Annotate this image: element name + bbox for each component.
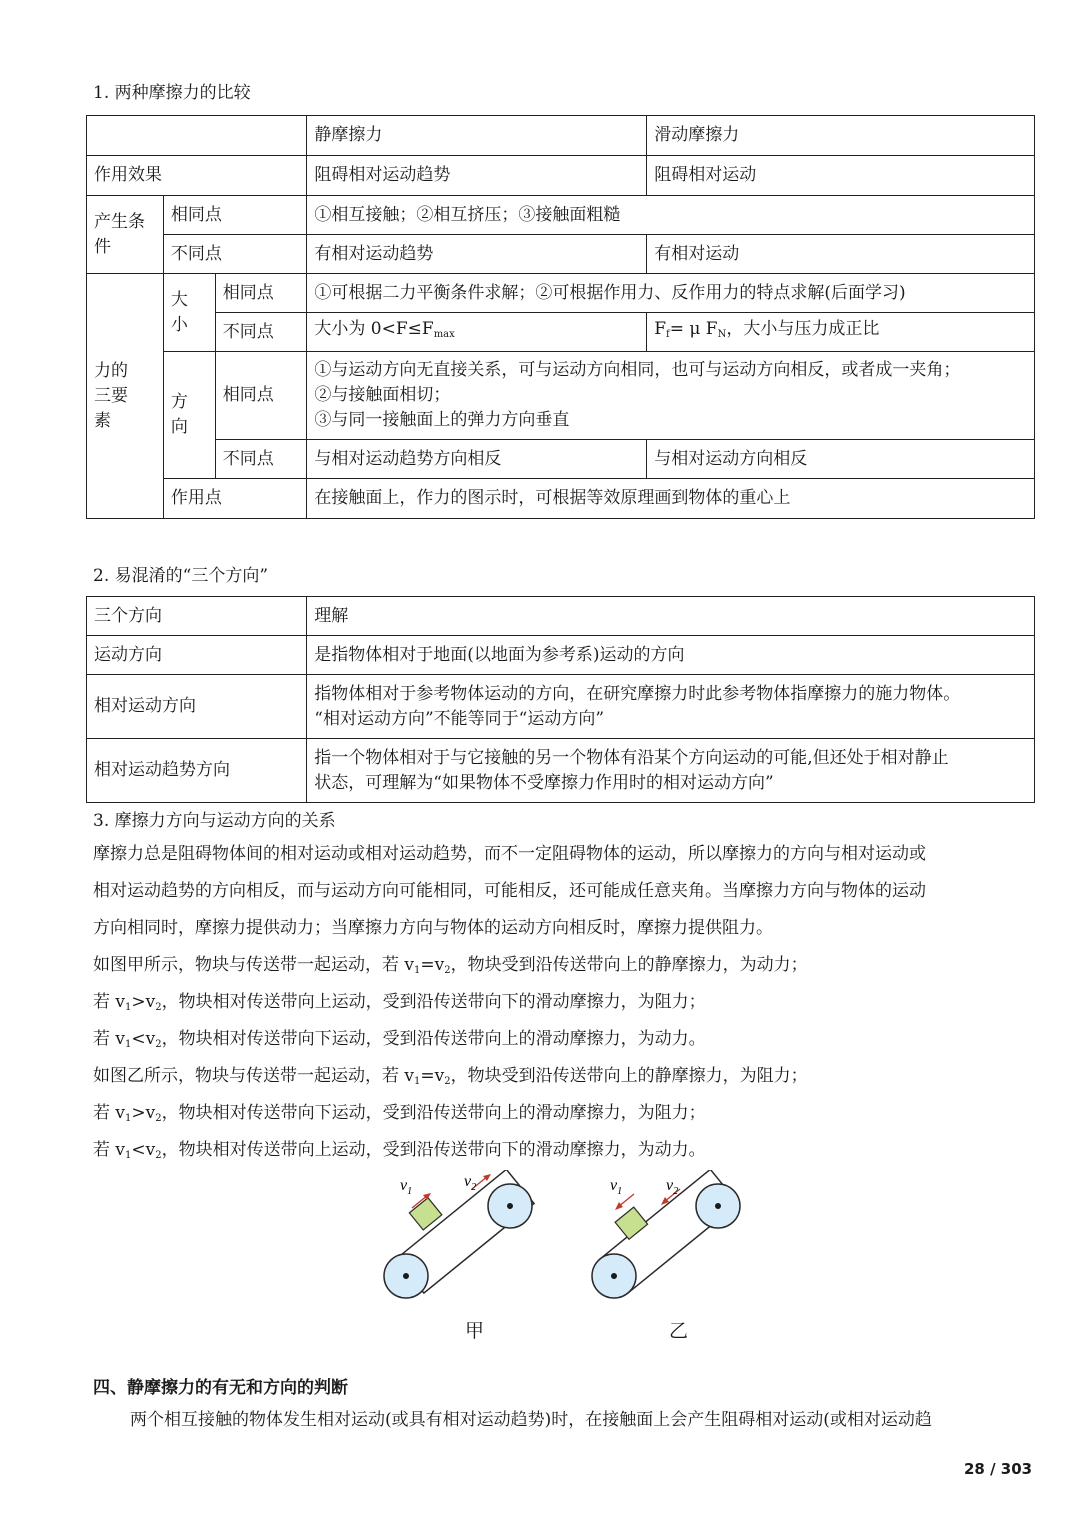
row-text (307, 739, 1035, 803)
size-diff-sliding (647, 313, 1035, 352)
friction-comparison-table (86, 115, 1035, 519)
row-name: 相对运动方向 (87, 675, 307, 739)
dir-same-label: 相同点 (215, 352, 307, 440)
subscript: 2 (155, 1002, 162, 1013)
row-text-line1: 指一个物体相对于与它接触的另一个物体有沿某个方向运动的可能,但还处于相对静止 (314, 747, 949, 768)
subscript: 1 (414, 1076, 421, 1087)
row-text-line1: 指物体相对于参考物体运动的方向，在研究摩擦力时此参考物体指摩擦力的施力物体。 (314, 683, 961, 704)
text: ，物块相对传送带向上运动，受到沿传送带向下的滑动摩擦力，为动力。 (161, 1140, 706, 1160)
size-diff-static (307, 313, 647, 352)
text: ，物块相对传送带向上运动，受到沿传送带向下的滑动摩擦力，为阻力； (161, 992, 706, 1012)
row-text: 是指物体相对于地面(以地面为参考系)运动的方向 (307, 636, 1035, 675)
para-line: 摩擦力总是阻碍物体间的相对运动或相对运动趋势，而不一定阻碍物体的运动，所以摩擦力的方向与相对运动或 (93, 844, 926, 864)
effect-static: 阻碍相对运动趋势 (307, 156, 647, 196)
three-directions-table (86, 596, 1035, 803)
dir-same-value (307, 352, 1035, 440)
v1-label: $v_1$ (400, 1177, 413, 1197)
dir-diff-static: 与相对运动趋势方向相反 (307, 440, 647, 479)
table-row (87, 440, 1035, 479)
subscript: 2 (155, 1150, 162, 1161)
table-row (87, 739, 1035, 803)
conveyor-figure-a (370, 1170, 550, 1320)
row-label-effect: 作用效果 (87, 156, 307, 196)
para-line: 相对运动趋势的方向相反，而与运动方向可能相同，可能相反，还可能成任意夹角。当摩擦力方向与物体的运动 (93, 881, 926, 901)
case-a1 (93, 947, 808, 989)
arrow-head (423, 1193, 431, 1200)
text: ，物块相对传送带向下运动，受到沿传送带向上的滑动摩擦力，为阻力； (161, 1103, 706, 1123)
table-row (87, 116, 1035, 156)
table-row (87, 479, 1035, 519)
ff-symbol: F (654, 319, 666, 339)
row-label-three-elements (87, 274, 164, 519)
subscript: 2 (444, 1076, 451, 1087)
text: 若 v (93, 1140, 126, 1160)
table-row (87, 352, 1035, 440)
axle-dot (611, 1273, 617, 1279)
table-corner-cell (87, 116, 307, 156)
dir-same-line1: ①与运动方向无直接关系，可与运动方向相同，也可与运动方向相反，或者成一夹角； (314, 360, 961, 380)
text: ，物块相对传送带向下运动，受到沿传送带向上的滑动摩擦力，为动力。 (161, 1029, 706, 1049)
mu-fn-text: = μ F (669, 319, 718, 339)
case-b1 (93, 1058, 808, 1100)
size-label (163, 274, 215, 352)
col-sliding-friction: 滑动摩擦力 (647, 116, 1035, 156)
dir-diff-sliding: 与相对运动方向相反 (647, 440, 1035, 479)
section3-heading: 3. 摩擦力方向与运动方向的关系 (93, 811, 336, 831)
figure-b-label: 乙 (669, 1320, 689, 1342)
case-a3 (93, 1021, 706, 1063)
page-number: 28 / 303 (964, 1460, 1033, 1478)
subscript: 1 (125, 1113, 132, 1124)
cond-same-label: 相同点 (163, 196, 306, 235)
dir-diff-label: 不同点 (215, 440, 307, 479)
size-same-label: 相同点 (215, 274, 307, 313)
section4-heading: 四、静摩擦力的有无和方向的判断 (93, 1378, 348, 1398)
section4-para: 两个相互接触的物体发生相对运动(或具有相对运动趋势)时，在接触面上会产生阻碍相对运动(或相对运动趋 (130, 1410, 932, 1430)
text: >v (131, 992, 156, 1012)
text: ，物块受到沿传送带向上的静摩擦力，为阻力； (450, 1066, 808, 1086)
text: =v (420, 1066, 445, 1086)
subscript: 1 (125, 1150, 132, 1161)
direction-label-text: 方向 (170, 392, 188, 437)
text: <v (131, 1029, 156, 1049)
case-a2 (93, 984, 706, 1026)
text: ，物块受到沿传送带向上的静摩擦力，为动力； (450, 955, 808, 975)
row-text-line2: “相对运动方向”不能等同于“运动方向” (314, 708, 605, 729)
max-subscript: max (433, 329, 455, 340)
direction-label (163, 352, 215, 479)
col-static-friction: 静摩擦力 (307, 116, 647, 156)
axle-dot (715, 1203, 721, 1209)
para-line: 方向相同时，摩擦力提供动力；当摩擦力方向与物体的运动方向相反时，摩擦力提供阻力。 (93, 918, 773, 938)
table-row (87, 636, 1035, 675)
cond-diff-label: 不同点 (163, 235, 306, 274)
axle-dot (507, 1203, 513, 1209)
case-b3 (93, 1132, 706, 1174)
table-row (87, 196, 1035, 235)
three-elements-text: 力的三要素 (94, 360, 128, 431)
effect-sliding: 阻碍相对运动 (647, 156, 1035, 196)
subscript: 1 (125, 1039, 132, 1050)
col-understanding: 理解 (307, 597, 1035, 636)
row-label-condition (87, 196, 164, 274)
subscript: 1 (125, 1002, 132, 1013)
size-sliding-tail: ，大小与压力成正比 (726, 319, 880, 339)
cond-diff-sliding: 有相对运动 (647, 235, 1035, 274)
section1-heading: 1. 两种摩擦力的比较 (93, 83, 251, 103)
section2-heading: 2. 易混淆的“三个方向” (93, 566, 269, 586)
v2-label: $v_2$ (464, 1173, 477, 1193)
row-text-line2: 状态，可理解为“如果物体不受摩擦力作用时的相对运动方向” (314, 772, 774, 793)
dir-same-line2: ②与接触面相切； (314, 385, 451, 405)
row-text (307, 675, 1035, 739)
size-static-text: 大小为 0<F≤F (314, 319, 434, 339)
col-three-directions: 三个方向 (87, 597, 307, 636)
size-label-text: 大小 (170, 289, 188, 335)
cond-same-value: ①相互接触；②相互挤压；③接触面粗糙 (307, 196, 1035, 235)
table-row (87, 597, 1035, 636)
text: <v (131, 1140, 156, 1160)
text: 若 v (93, 1103, 126, 1123)
size-diff-label: 不同点 (215, 313, 307, 352)
text: >v (131, 1103, 156, 1123)
text: 若 v (93, 992, 126, 1012)
text: 如图甲所示，物块与传送带一起运动，若 v (93, 955, 415, 975)
row-name: 相对运动趋势方向 (87, 739, 307, 803)
subscript: 2 (444, 965, 451, 976)
figure-a-label: 甲 (465, 1320, 485, 1342)
arrow-head (483, 1174, 491, 1181)
table-row (87, 274, 1035, 313)
table-row (87, 235, 1035, 274)
row-name: 运动方向 (87, 636, 307, 675)
text: 若 v (93, 1029, 126, 1049)
size-same-value: ①可根据二力平衡条件求解；②可根据作用力、反作用力的特点求解(后面学习) (307, 274, 1035, 313)
point-value: 在接触面上，作力的图示时，可根据等效原理画到物体的重心上 (307, 479, 1035, 519)
case-b2 (93, 1095, 706, 1137)
v1-label: $v_1$ (610, 1177, 623, 1197)
subscript: 1 (414, 965, 421, 976)
axle-dot (403, 1273, 409, 1279)
point-label: 作用点 (163, 479, 306, 519)
f-subscript: f (666, 329, 670, 340)
subscript: 2 (155, 1039, 162, 1050)
dir-same-line3: ③与同一接触面上的弹力方向垂直 (314, 410, 570, 430)
condition-label-text: 产生条件 (94, 211, 145, 257)
conveyor-figure-b (578, 1170, 758, 1320)
n-subscript: N (717, 329, 727, 340)
subscript: 2 (155, 1113, 162, 1124)
table-row (87, 675, 1035, 739)
table-row (87, 156, 1035, 196)
table-row (87, 313, 1035, 352)
text: 如图乙所示，物块与传送带一起运动，若 v (93, 1066, 415, 1086)
v2-label: $v_2$ (666, 1177, 679, 1197)
text: =v (420, 955, 445, 975)
cond-diff-static: 有相对运动趋势 (307, 235, 647, 274)
